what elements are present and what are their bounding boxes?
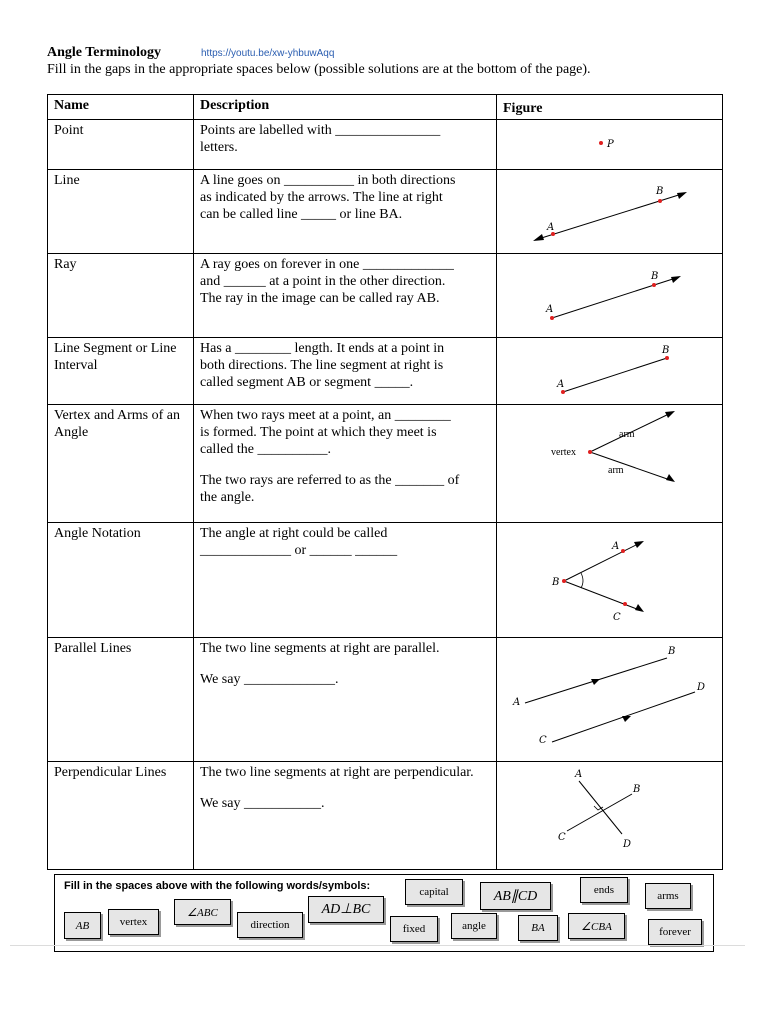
label-d: D bbox=[697, 682, 706, 693]
ray-ba bbox=[564, 542, 642, 581]
desc-line: The two line segments at right are perpendicular. bbox=[200, 765, 474, 780]
figure-segment bbox=[497, 338, 723, 405]
chip-ab[interactable]: AB bbox=[64, 912, 101, 939]
spacer bbox=[200, 657, 490, 671]
table-row bbox=[48, 638, 723, 762]
arrowhead-upper bbox=[634, 541, 644, 548]
column-header-figure: Figure bbox=[497, 95, 723, 120]
label-b: B bbox=[662, 345, 670, 356]
point-a-dot bbox=[550, 316, 554, 320]
page-divider bbox=[10, 945, 745, 946]
line-diagram bbox=[497, 170, 723, 254]
label-a: A bbox=[513, 697, 521, 708]
term-name: Angle Notation bbox=[48, 523, 194, 638]
desc-line: both directions. The line segment at right is bbox=[200, 358, 444, 373]
desc-line: and ______ at a point in the other direction. bbox=[200, 274, 446, 289]
label-a: A bbox=[546, 304, 554, 315]
term-description bbox=[194, 254, 497, 338]
angle-diagram bbox=[497, 523, 723, 638]
instructions-text: Fill in the gaps in the appropriate spaces below (possible solutions are at the bottom of the page). bbox=[47, 62, 591, 77]
segment-path bbox=[563, 358, 667, 392]
desc-line: We say _____________. bbox=[200, 672, 339, 687]
label-b: B bbox=[633, 784, 641, 795]
angle-arc bbox=[581, 573, 583, 588]
arrowhead-lower bbox=[666, 474, 675, 482]
label-c: C bbox=[539, 735, 547, 746]
figure-point bbox=[497, 120, 723, 170]
point-b-dot bbox=[665, 356, 669, 360]
chip-ad-perp-bc[interactable]: AD⊥BC bbox=[308, 896, 384, 923]
spacer bbox=[200, 458, 490, 472]
term-name-text: Vertex and Arms of an Angle bbox=[54, 408, 180, 440]
term-description bbox=[194, 170, 497, 254]
video-link[interactable]: https://youtu.be/xw-yhbuwAqq bbox=[201, 48, 335, 59]
table-row bbox=[48, 170, 723, 254]
segment-diagram bbox=[497, 338, 723, 405]
figure-line bbox=[497, 170, 723, 254]
term-description bbox=[194, 405, 497, 523]
figure-ray bbox=[497, 254, 723, 338]
point-dot bbox=[599, 141, 603, 145]
desc-line: can be called line _____ or line BA. bbox=[200, 207, 403, 222]
desc-line: called segment AB or segment _____. bbox=[200, 375, 414, 390]
desc-line: called the __________. bbox=[200, 442, 332, 457]
label-d: D bbox=[623, 839, 632, 850]
label-b: B bbox=[656, 186, 664, 197]
table-row bbox=[48, 523, 723, 638]
chip-ba[interactable]: BA bbox=[518, 915, 558, 941]
desc-line: _____________ or ______ ______ bbox=[200, 543, 398, 558]
figure-perpendicular bbox=[497, 762, 723, 870]
label-a: A bbox=[612, 541, 620, 552]
arrowhead-upper bbox=[665, 411, 675, 418]
term-description bbox=[194, 638, 497, 762]
term-name bbox=[48, 338, 194, 405]
figure-vertex-arms bbox=[497, 405, 723, 523]
label-vertex: vertex bbox=[551, 447, 576, 458]
term-description bbox=[194, 120, 497, 170]
label-a: A bbox=[557, 379, 565, 390]
chip-capital[interactable]: capital bbox=[405, 879, 463, 905]
table-row bbox=[48, 254, 723, 338]
figure-angle-notation bbox=[497, 523, 723, 638]
desc-line: Has a ________ length. It ends at a point in bbox=[200, 341, 445, 356]
term-name: Point bbox=[48, 120, 194, 170]
desc-line: is formed. The point at which they meet is bbox=[200, 425, 437, 440]
table-row bbox=[48, 762, 723, 870]
chip-angle-cba[interactable]: ∠CBA bbox=[568, 913, 625, 939]
point-a-dot bbox=[561, 390, 565, 394]
point-b-dot bbox=[658, 199, 662, 203]
point-diagram bbox=[497, 120, 723, 170]
arrowhead-lower bbox=[635, 604, 644, 612]
point-a-dot bbox=[621, 549, 625, 553]
arrowhead-right bbox=[677, 192, 687, 199]
label-a: A bbox=[575, 769, 583, 780]
parallel-arrow-cd bbox=[622, 716, 631, 722]
label-b: B bbox=[668, 646, 676, 657]
column-header-description: Description bbox=[194, 95, 497, 120]
term-name: Parallel Lines bbox=[48, 638, 194, 762]
arrowhead-right bbox=[671, 276, 681, 283]
chip-forever[interactable]: forever bbox=[648, 919, 702, 945]
chip-angle[interactable]: angle bbox=[451, 913, 497, 939]
term-name bbox=[48, 405, 194, 523]
desc-line: The ray in the image can be called ray AB. bbox=[200, 291, 440, 306]
desc-line: letters. bbox=[200, 140, 238, 155]
desc-line: as indicated by the arrows. The line at right bbox=[200, 190, 443, 205]
desc-line: The angle at right could be called bbox=[200, 526, 388, 541]
perpendicular-diagram bbox=[497, 762, 723, 870]
desc-line: When two rays meet at a point, an ________ bbox=[200, 408, 451, 423]
desc-line: A ray goes on forever in one _____________ bbox=[200, 257, 454, 272]
figure-parallel bbox=[497, 638, 723, 762]
label-p: P bbox=[607, 139, 614, 150]
segment-ad bbox=[579, 781, 622, 834]
desc-line: Points are labelled with _______________ bbox=[200, 123, 441, 138]
desc-line: The two line segments at right are parallel. bbox=[200, 641, 440, 656]
vertex-diagram bbox=[497, 405, 723, 523]
term-description bbox=[194, 338, 497, 405]
label-b: B bbox=[552, 577, 560, 588]
chip-vertex[interactable]: vertex bbox=[108, 909, 159, 935]
line-path bbox=[535, 193, 685, 240]
term-name: Line bbox=[48, 170, 194, 254]
point-c-dot bbox=[623, 602, 627, 606]
label-c: C bbox=[613, 612, 621, 623]
point-b-dot bbox=[562, 579, 566, 583]
term-description bbox=[194, 523, 497, 638]
table-row bbox=[48, 338, 723, 405]
spacer bbox=[200, 781, 490, 795]
ray-diagram bbox=[497, 254, 723, 338]
label-c: C bbox=[558, 832, 566, 843]
column-header-name: Name bbox=[48, 95, 194, 120]
segment-bc bbox=[567, 794, 632, 831]
table-row bbox=[48, 405, 723, 523]
label-arm-top: arm bbox=[619, 429, 635, 440]
desc-line: The two rays are referred to as the _______ of bbox=[200, 473, 460, 488]
chip-ends[interactable]: ends bbox=[580, 877, 628, 903]
arrowhead-left bbox=[533, 234, 544, 241]
term-description bbox=[194, 762, 497, 870]
terminology-table bbox=[47, 94, 723, 870]
point-b-dot bbox=[652, 283, 656, 287]
lower-arm bbox=[590, 452, 673, 481]
desc-line: We say ___________. bbox=[200, 796, 325, 811]
term-name: Perpendicular Lines bbox=[48, 762, 194, 870]
term-name-text: Line Segment or Line Interval bbox=[54, 341, 177, 373]
ray-path bbox=[552, 277, 679, 318]
chip-direction[interactable]: direction bbox=[237, 912, 303, 938]
desc-line: A line goes on __________ in both directions bbox=[200, 173, 456, 188]
label-a: A bbox=[547, 222, 555, 233]
label-arm-bottom: arm bbox=[608, 465, 624, 476]
term-name: Ray bbox=[48, 254, 194, 338]
chip-arms[interactable]: arms bbox=[645, 883, 691, 909]
word-bank-label: Fill in the spaces above with the following words/symbols: bbox=[64, 880, 371, 892]
chip-angle-abc[interactable]: ∠ABC bbox=[174, 899, 231, 925]
vertex-dot bbox=[588, 450, 592, 454]
chip-fixed[interactable]: fixed bbox=[390, 916, 438, 942]
worksheet-title: Angle Terminology bbox=[47, 45, 161, 60]
desc-line: the angle. bbox=[200, 490, 255, 505]
label-b: B bbox=[651, 271, 659, 282]
ray-bc bbox=[564, 581, 642, 611]
table-row bbox=[48, 120, 723, 170]
chip-ab-parallel-cd[interactable]: AB∥CD bbox=[480, 882, 551, 910]
parallel-diagram bbox=[497, 638, 723, 762]
table-header-row bbox=[48, 95, 723, 120]
